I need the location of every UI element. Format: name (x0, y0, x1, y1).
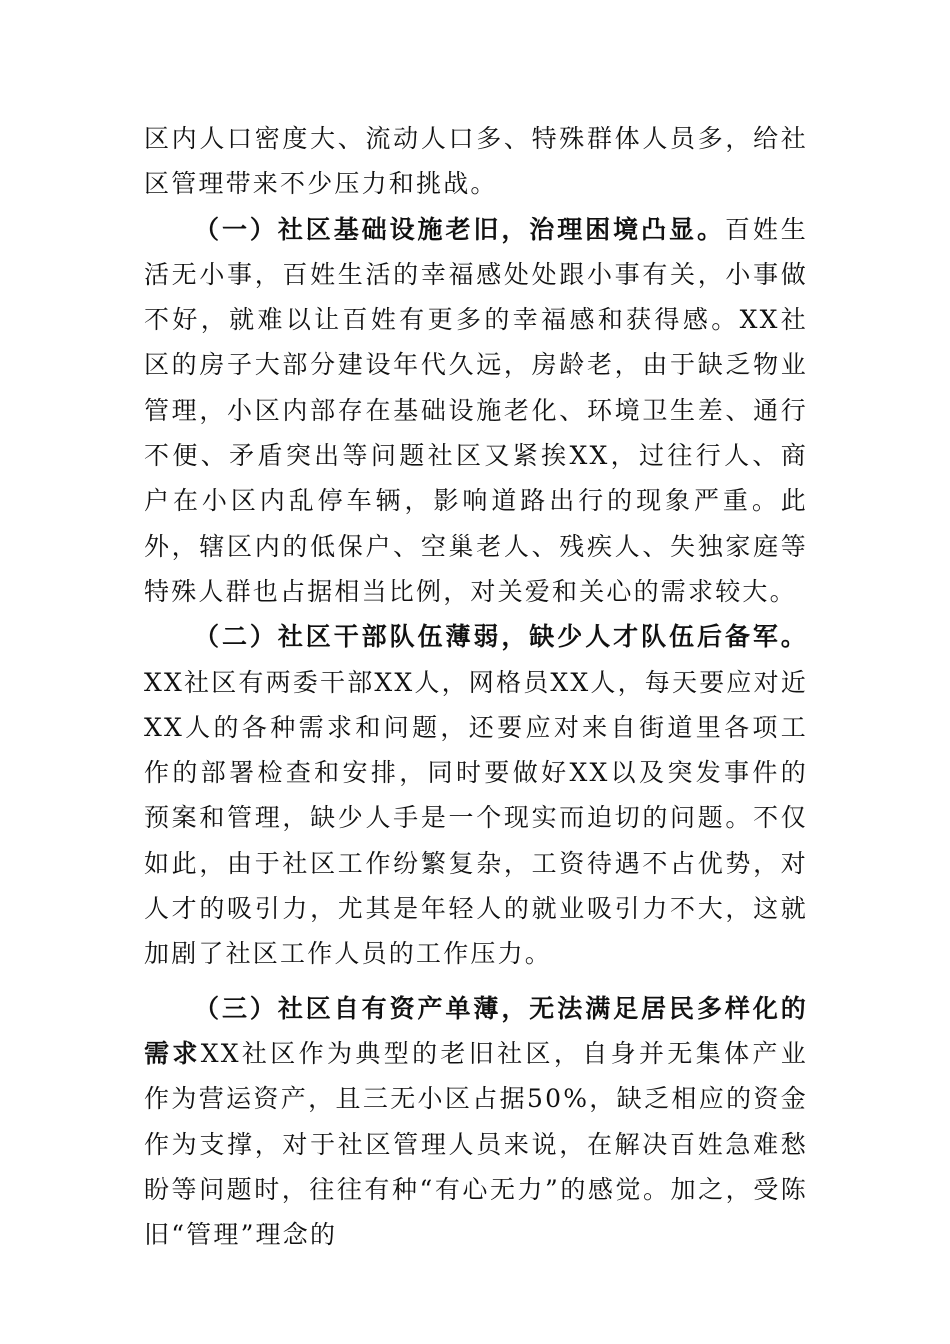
paragraph-body: XX社区作为典型的老旧社区，自身并无集体产业作为营运资产，且三无小区占据50%，缺乏相应的资金作为支撑，对于社区管理人员来说，在解决百姓急难愁盼等问题时，往往有种“有心无力”的感觉。加之，受陈旧“管理”理念的 (144, 1038, 808, 1250)
section-heading-1: （一）社区基础设施老旧，治理困境凸显。 (194, 214, 725, 244)
paragraph-body: 百姓生活无小事，百姓生活的幸福感处处跟小事有关，小事做不好，就难以让百姓有更多的幸福感和获得感。XX社区的房子大部分建设年代久远，房龄老，由于缺乏物业管理，小区内部存在基础设施老化、环境卫生差、通行不便、矛盾突出等问题社区又紧挨XX，过往行人、商户在小区内乱停车辆，影响道路出行的现象严重。此外，辖区内的低保户、空巢老人、残疾人、失独家庭等特殊人群也占据相当比例，对关爱和关心的需求较大。 (144, 214, 808, 606)
paragraph-infrastructure (144, 207, 808, 615)
paragraph-body: XX社区有两委干部XX人，网格员XX人，每天要应对近XX人的各种需求和问题，还要应对来自街道里各项工作的部署检查和安排，同时要做好XX以及突发事件的预案和管理，缺少人手是一个现实而迫切的问题。不仅如此，由于社区工作纷繁复杂，工资待遇不占优势，对人才的吸引力，尤其是年轻人的就业吸引力不大，这就加剧了社区工作人员的工作压力。 (144, 667, 808, 969)
section-heading-2: （二）社区干部队伍薄弱，缺少人才队伍后备军。 (194, 622, 808, 652)
section-heading-3: （三）社区自有资产单薄，无法满足居民多样化的需求 (144, 993, 808, 1068)
paragraph-continuation (144, 116, 808, 207)
paragraph-staffing (144, 614, 808, 976)
paragraph-spacer (144, 977, 808, 986)
paragraph-body: 区内人口密度大、流动人口多、特殊群体人员多，给社区管理带来不少压力和挑战。 (144, 124, 808, 199)
document-body (144, 116, 808, 1257)
paragraph-assets (144, 986, 808, 1258)
